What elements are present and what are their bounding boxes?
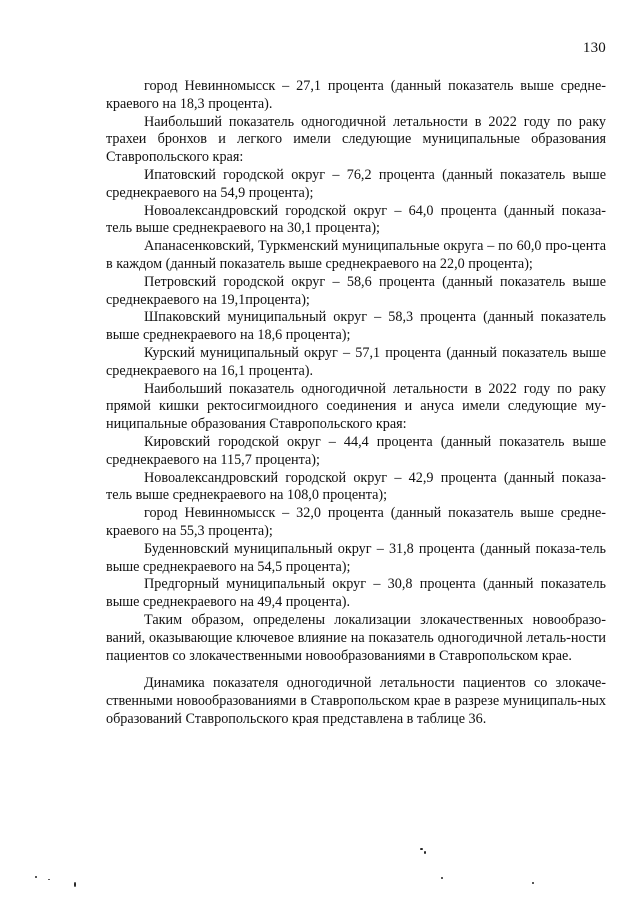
scan-speck [74, 882, 76, 887]
scan-speck [420, 848, 423, 850]
paragraph-shpakovsky: Шпаковский муниципальный округ – 58,3 процента (данный показатель выше среднекраевого на 18,6 процента); [106, 309, 606, 344]
paragraph-lung-cancer-intro: Наибольший показатель одногодичной летальности в 2022 году по раку трахеи бронхов и легкого имели следующие муниципальные образования Ставропольского края: [106, 113, 606, 166]
paragraph-conclusion: Таким образом, определены локализации злокачественных новообразо-ваний, оказывающие ключевое влияние на показатель одногодичной леталь-ности пациентов со злокачественными новообразованиями в Ставропольском крае. [106, 611, 606, 664]
page-number: 130 [582, 40, 606, 56]
paragraph-nevinnomyssk-lung: город Невинномысск – 27,1 процента (данный показатель выше средне-краевого на 18,3 процента). [106, 78, 606, 112]
paragraph-kirovsky: Кировский городской округ – 44,4 процента (данный показатель выше среднекраевого на 115,7 процента); [106, 433, 606, 468]
paragraph-nevinnomyssk-rectal: город Невинномысск – 32,0 процента (данный показатель выше средне-краевого на 55,3 процента); [106, 505, 606, 539]
paragraph-budennovsky: Буденновский муниципальный округ – 31,8 процента (данный показа-тель выше среднекраевого на 54,5 процента); [106, 540, 606, 575]
paragraph-novoaleksandrovsky-rectal: Новоалександровский городской округ – 42,9 процента (данный показа-тель выше среднекраевого на 108,0 процента); [106, 469, 606, 504]
scan-speck [48, 879, 50, 880]
scan-speck [424, 851, 426, 854]
paragraph-rectal-cancer-intro: Наибольший показатель одногодичной летальности в 2022 году по раку прямой кишки ректосигмоидного соединения и ануса имели следующие му-ниципальные образования Ставропольского края: [106, 380, 606, 433]
scan-speck [441, 877, 443, 879]
document-body [106, 78, 606, 729]
scan-speck [35, 876, 37, 878]
paragraph-predgorny: Предгорный муниципальный округ – 30,8 процента (данный показатель выше среднекраевого на 49,4 процента). [106, 576, 606, 611]
scan-speck [532, 882, 534, 884]
paragraph-table-reference: Динамика показателя одногодичной летальности пациентов со злокаче-ственными новообразованиями в Ставропольском крае в разрезе муниципаль-ных образований Ставропольского края представлена в таблице 36. [106, 675, 606, 727]
paragraph-ipatovsky: Ипатовский городской округ – 76,2 процента (данный показатель выше среднекраевого на 54,9 процента); [106, 166, 606, 201]
paragraph-kursky: Курский муниципальный округ – 57,1 процента (данный показатель выше среднекраевого на 16,1 процента). [106, 344, 606, 379]
paragraph-apanasenkovsky-turkmensky: Апанасенковский, Туркменский муниципальные округа – по 60,0 про-цента в каждом (данный показатель выше среднекраевого на 22,0 процента); [106, 238, 606, 272]
paragraph-petrovsky: Петровский городской округ – 58,6 процента (данный показатель выше среднекраевого на 19,1процента); [106, 273, 606, 308]
paragraph-novoaleksandrovsky-lung: Новоалександровский городской округ – 64,0 процента (данный показа-тель выше среднекраевого на 30,1 процента); [106, 202, 606, 237]
